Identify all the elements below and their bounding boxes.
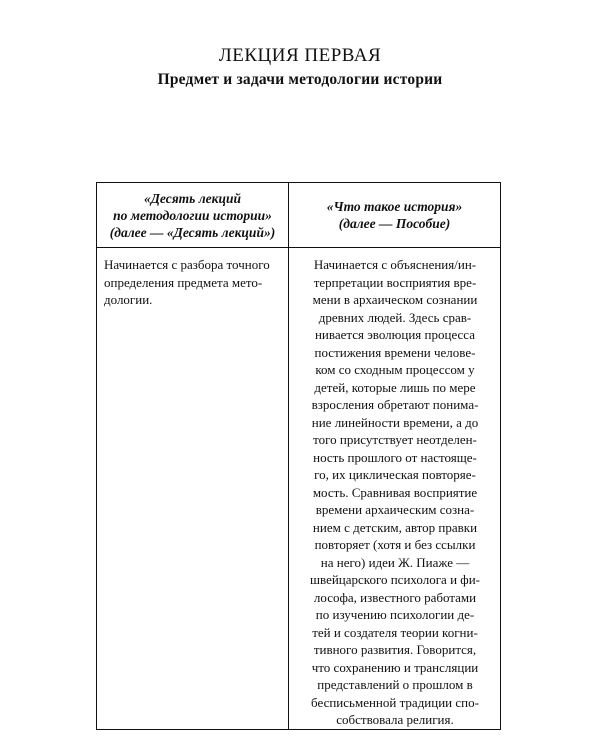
table-header-row [97,183,501,248]
comparison-table [96,182,501,730]
cell-text: Начинается с объяснения/ин- терпретации восприятия вре- мени в архаическом сознании древних людей. Здесь срав- нивается эволюция процесса постижения времени челове- ком со сходным процессом у детей, которые лишь по мере взросления обретают понима- ние линейности времени, а до того присутствует неотделен- ность прошлого от настояще- го, их циклическая повторяе- мость. Сравнивая восприятие времени архаическим созна- нием с детским, автор правки повторяет (хотя и без ссылки на него) идеи Ж. Пиаже — швейцарского психолога и фи- лософа, известного работами по изучению психологии де- тей и создателя теории когни- тивного развития. Говорится, что сохранению и трансляции представлений о прошлом в бесписьменной традиции спо- собствовала религия. [310,257,480,727]
header-line: (далее — «Десять лекций») [109,224,276,240]
lecture-subtitle: Предмет и задачи методологии истории [157,71,443,88]
header-line: (далее — Пособие) [338,216,451,231]
cell-text: Начинается с разбора точного определения предмета мето- дологии. [104,257,270,307]
lecture-title: ЛЕКЦИЯ ПЕРВАЯ [218,45,382,66]
header-line: по методологии истории» [113,207,272,223]
table-cell-ten-lectures [97,248,289,730]
header-ten-lectures [97,183,289,248]
table-cell-manual [289,248,501,730]
header-line: «Что такое история» [326,199,463,214]
header-line: «Десять лекций [143,190,242,206]
table-row [97,248,501,730]
header-what-is-history [289,183,501,248]
